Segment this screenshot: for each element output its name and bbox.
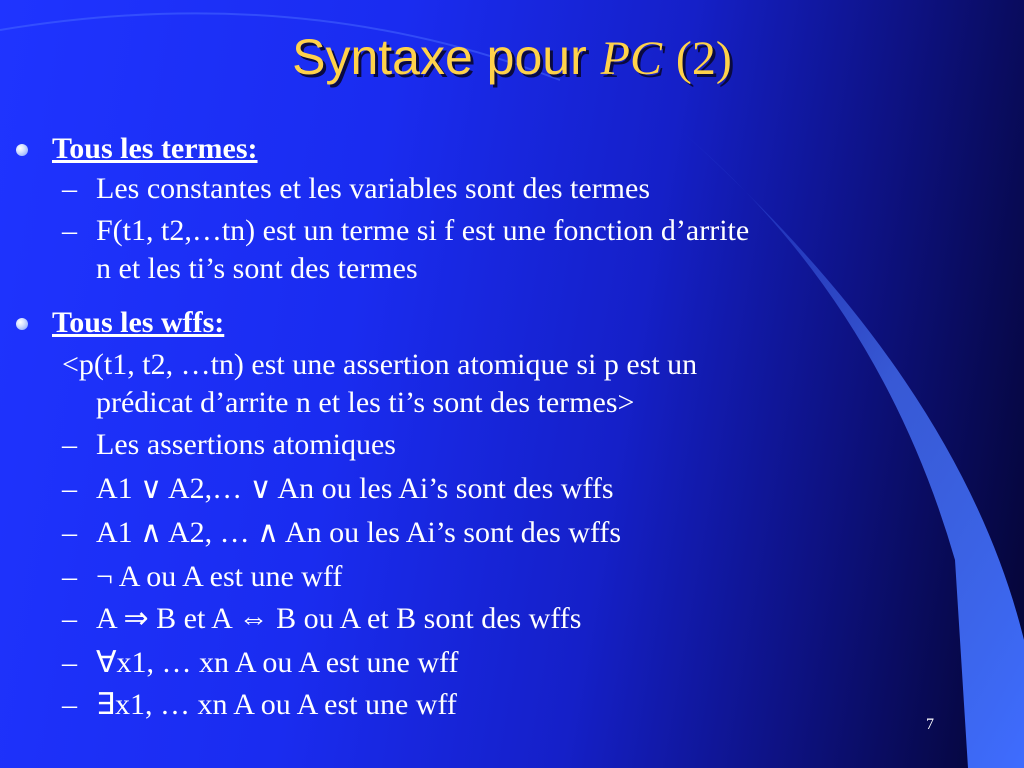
- list-item: Les assertions atomiques: [96, 428, 396, 461]
- title-number: (2): [675, 32, 732, 85]
- list-item: A ⇒ B et A ⇔ B ou A et B sont des wffs: [96, 602, 582, 635]
- dash-icon: –: [62, 172, 77, 205]
- title-text: Syntaxe pour: [292, 29, 587, 85]
- list-item: A1 ∨ A2,… ∨ An ou les Ai’s sont des wffs: [96, 472, 614, 505]
- dash-icon: –: [62, 688, 77, 721]
- title-pc: PC: [600, 32, 662, 85]
- dash-icon: –: [62, 472, 77, 505]
- list-item: A1 ∧ A2, … ∧ An ou les Ai’s sont des wffs: [96, 516, 622, 549]
- list-item: ∀x1, … xn A ou A est une wff: [96, 646, 459, 679]
- dash-icon: –: [62, 516, 77, 549]
- slide-title: [0, 28, 1024, 86]
- list-item: Les constantes et les variables sont des termes: [96, 172, 651, 205]
- bullet-icon: [16, 144, 28, 156]
- list-item: ∃x1, … xn A ou A est une wff: [96, 688, 457, 721]
- dash-icon: –: [62, 560, 77, 593]
- dash-icon: –: [62, 428, 77, 461]
- list-item: F(t1, t2,…tn) est un terme si f est une fonction d’arrite: [96, 214, 750, 247]
- dash-icon: –: [62, 646, 77, 679]
- bullet-icon: [16, 318, 28, 330]
- section-heading-termes: Tous les termes:: [52, 132, 258, 165]
- page-number: 7: [926, 716, 934, 733]
- list-item-continuation: n et les ti’s sont des termes: [96, 252, 418, 285]
- list-item: ¬ A ou A est une wff: [96, 560, 343, 593]
- list-item-continuation: prédicat d’arrite n et les ti’s sont des termes>: [96, 386, 635, 419]
- section-heading-wffs: Tous les wffs:: [52, 306, 225, 339]
- dash-icon: –: [62, 214, 77, 247]
- list-item: <p(t1, t2, …tn) est une assertion atomique si p est un: [62, 348, 698, 381]
- dash-icon: –: [62, 602, 77, 635]
